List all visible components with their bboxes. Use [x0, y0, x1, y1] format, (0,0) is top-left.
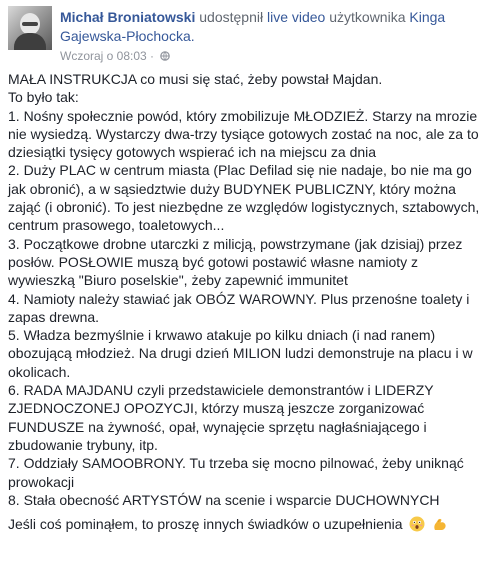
author-name-link[interactable]: Michał Broniatowski	[60, 9, 196, 25]
owner-name-link[interactable]: Kinga Gajewska-Płochocka.	[60, 9, 446, 44]
author-avatar[interactable]	[8, 6, 52, 50]
post-final-line	[8, 515, 481, 533]
post-line: 6. RADA MAJDANU czyli przedstawiciele demonstrantów i LIDERZY ZJEDNOCZONEJ OPOZYCJI, którzy muszą jeszcze zorganizować FUNDUSZE na żywność, opał, wynajęcie sprzętu nagłaśniającego i zbudowanie trybuny, itp.	[8, 382, 434, 453]
globe-icon[interactable]	[160, 51, 170, 61]
flexed-biceps-icon	[432, 516, 448, 532]
live-video-link[interactable]: live video	[266, 9, 326, 25]
post-line: 4. Namioty należy stawiać jak OBÓZ WAROWNY. Plus przenośne toalety i zapas drewna.	[8, 290, 470, 325]
post-line: To było tak:	[8, 89, 79, 106]
share-verb: udostępnił	[199, 9, 264, 25]
post-header	[8, 6, 479, 63]
post-meta	[60, 8, 479, 63]
post-line: 5. Władza bezmyślnie i krwawo atakuje po kilku dniach (i nad ranem) obozującą młodzież. Na drugi dzień MILION ludzi demonstruje na placu i w okolicach.	[8, 327, 473, 380]
post-line: 8. Stała obecność ARTYSTÓW na scenie i wsparcie DUCHOWNYCH	[8, 491, 440, 508]
post-body	[8, 70, 481, 533]
post-line: 7. Oddziały SAMOOBRONY. Tu trzeba się mocno pilnować, żeby uniknąć prowokacji	[8, 455, 464, 490]
post-time-line	[60, 49, 479, 63]
post-line: 1. Nośny społecznie powód, który zmobilizuje MŁODZIEŻ. Starzy na mrozie nie wysiedzą. Wystarczy dwa-trzy tysiące gotowych zostać na noc, ale za to dziesiątki tysięcy gotowych wspierać ich na miejscu za dnia	[8, 107, 479, 161]
post-line: MAŁA INSTRUKCJA co musi się stać, żeby powstał Majdan.	[8, 71, 383, 87]
final-line-text: Jeśli coś pominąłem, to proszę innych świadków o uzupełnienia	[8, 516, 403, 533]
post-line: 3. Początkowe drobne utarczki z milicją, powstrzymane (jak dzisiaj) przez posłów. POSŁOWIE muszą być gotowi postawić własne namioty z wywieszką "Biuro poselskie", żeby zapewnić immunitet	[8, 235, 463, 289]
post-headline	[60, 8, 479, 46]
post-timestamp-link[interactable]: Wczoraj o 08:03 ·	[60, 49, 155, 63]
astonished-face-icon	[409, 516, 425, 532]
owner-prefix: użytkownika	[329, 9, 406, 25]
post-line: 2. Duży PLAC w centrum miasta (Plac Defilad się nie nadaje, bo nie ma go jak obronić), a w sąsiedztwie duży BUDYNEK PUBLICZNY, który można zająć (i obronić). To jest niezbędne ze względów logistycznych, sztabowych, centrum prasowego, toaletowych...	[8, 162, 480, 234]
